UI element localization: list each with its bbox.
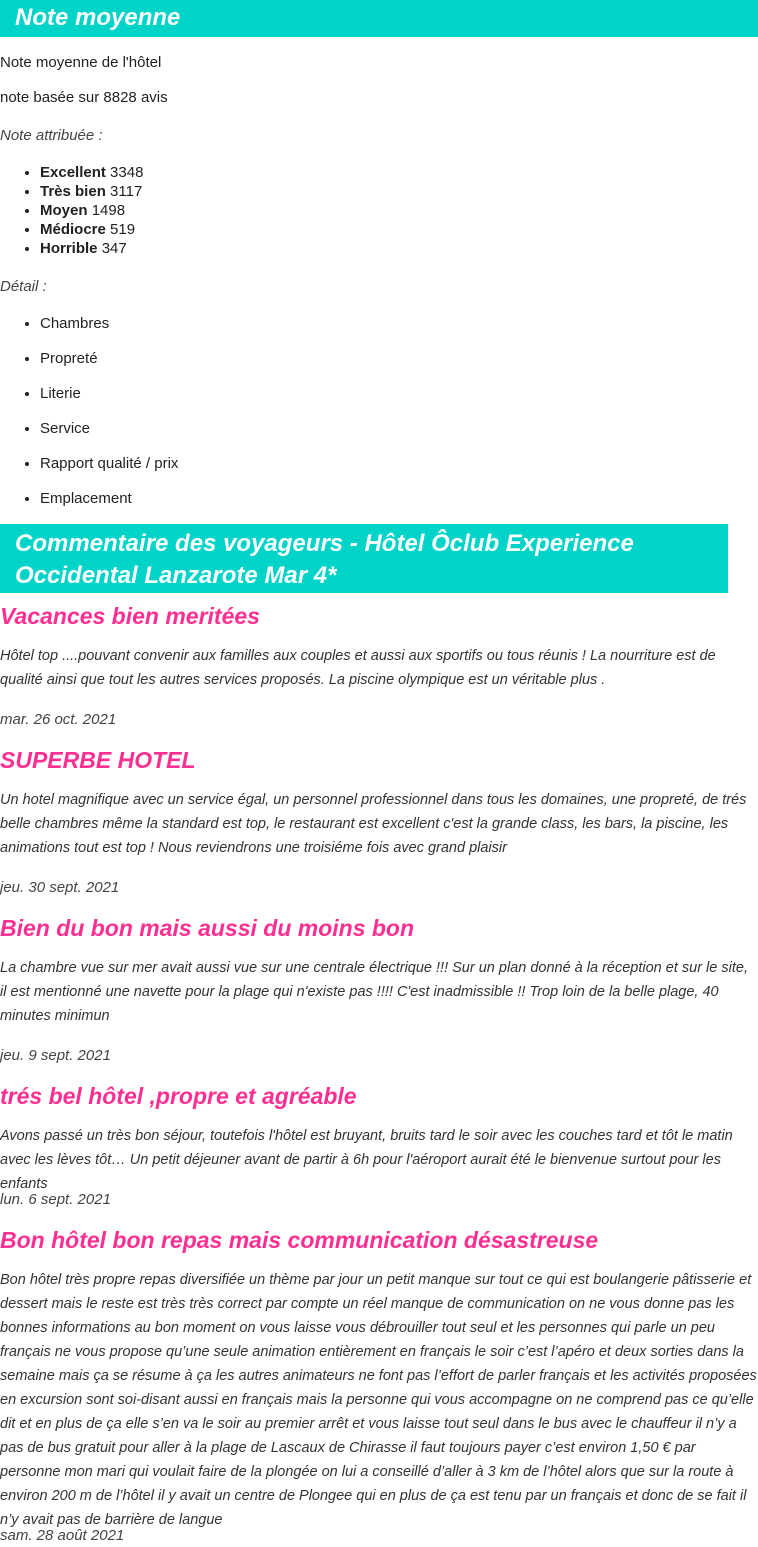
review-date: lun. 6 sept. 2021 [0,1191,111,1208]
detail-item-location: • Emplacement [40,489,178,509]
detail-item-service: • Service [40,419,178,439]
rating-label: Excellent [40,164,106,181]
rating-label: Horrible [40,240,98,257]
review-text: Avons passé un très bon séjour, toutefois l'hôtel est bruyant, bruits tard le soir avec les couches tard et tôt le matin avec les lèves tôt… Un petit déjeuner avant de partir à 6h pour l'aéroport aurait été le bienvenue surtout pour les enfants [0,1128,733,1192]
detail-label: Détail : [0,278,47,295]
attributed-rating-label: Note attribuée : [0,127,103,144]
rating-count: 519 [110,221,136,238]
rating-breakdown-list [0,163,143,258]
rating-item [40,220,143,239]
rating-item [40,182,143,201]
rating-item [40,239,143,258]
review-text: Hôtel top ....pouvant convenir aux familles aux couples et aussi aux sportifs ou tous réunis ! La nourriture est de qualité ainsi que tout les autres services proposés. La piscine olympique est un véritable plus . [0,648,716,688]
reviews-count-text: note basée sur 8828 avis [0,89,168,106]
review-title: trés bel hôtel ,propre et agréable [0,1083,357,1109]
rating-label: Médiocre [40,221,106,238]
rating-count: 1498 [91,202,126,219]
review-title: SUPERBE HOTEL [0,747,196,773]
hotel-average-label: Note moyenne de l'hôtel [0,54,162,71]
review-text: Un hotel magnifique avec un service égal, un personnel professionnel dans tous les domaines, une propreté, de trés belle chambres même la standard est top, le restaurant est excellent c'est la grande class, les bars, la piscine, les animations tout est top ! Nous reviendrons une troisiéme fois avec grand plaisir [0,792,747,856]
review-title: Bien du bon mais aussi du moins bon [0,915,415,941]
section-title: Note moyenne [15,4,181,31]
detail-item-proprete: • Propreté [40,349,178,369]
rating-count: 3117 [110,183,143,200]
review-title: Vacances bien meritées [0,603,260,629]
section-header-average [0,0,758,37]
rating-label: Moyen [40,202,88,219]
section-title: Commentaire des voyageurs - Hôtel Ôclub Experience Occidental Lanzarote Mar 4* [15,530,634,589]
rating-item [40,163,143,182]
detail-item-chambres: • Chambres [40,314,178,334]
detail-criteria-list [0,314,178,524]
section-header-comments [0,524,728,593]
review-text: La chambre vue sur mer avait aussi vue sur une centrale électrique !!! Sur un plan donné à la réception et sur le site, il est mentionné une navette pour la plage qui n'existe pas !!!! C'est inadmissible !! Trop loin de la belle plage, 40 minutes minimun [0,960,748,1024]
review-title: Bon hôtel bon repas mais communication désastreuse [0,1227,599,1253]
detail-item-literie: • Literie [40,384,178,404]
review-date: sam. 28 août 2021 [0,1527,125,1544]
review-text: Bon hôtel très propre repas diversifiée un thème par jour un petit manque sur tout ce qui est boulangerie pâtisserie et dessert mais le reste est très très correct par compte un réel manque de communication on ne vous donne pas les bonnes informations au bon moment on vous laisse vous débrouiller tout seul et les personnes qui parle un peu français ne vous propose qu’une seule animation entièrement en français le soir c’est l’apéro et deux sorties dans la semaine mais ça se résume à ça les autres animateurs ne font pas l’effort de parler français et les activités proposées en excursion sont soi-disant aussi en français mais la personne qui vous accompagne on ne comprend pas ce qu’elle dit et en plus de ça elle s’en va le soir au premier arrêt et vous laisse tout seul dans le bus avec le chauffeur il n’y a pas de bus gratuit pour aller à la plage de Lascaux de Chirasse il faut toujours payer c’est environ 1,50 € par personne mon mari qui voulait faire de la plongée on lui a conseillé d’aller à 3 km de l’hôtel alors que sur la route à environ 200 m de l’hôtel il y avait un centre de Plongee qui en plus de ça est tenu par un français et donc de se fait il n’y avait pas de barrière de langue [0,1272,757,1528]
review-date: mar. 26 oct. 2021 [0,711,117,728]
rating-item [40,201,143,220]
rating-label: Très bien [40,183,106,200]
rating-count: 3348 [110,164,144,181]
detail-item-value: • Rapport qualité / prix [40,454,178,474]
rating-count: 347 [101,240,127,257]
review-date: jeu. 30 sept. 2021 [0,879,120,896]
review-date: jeu. 9 sept. 2021 [0,1047,111,1064]
